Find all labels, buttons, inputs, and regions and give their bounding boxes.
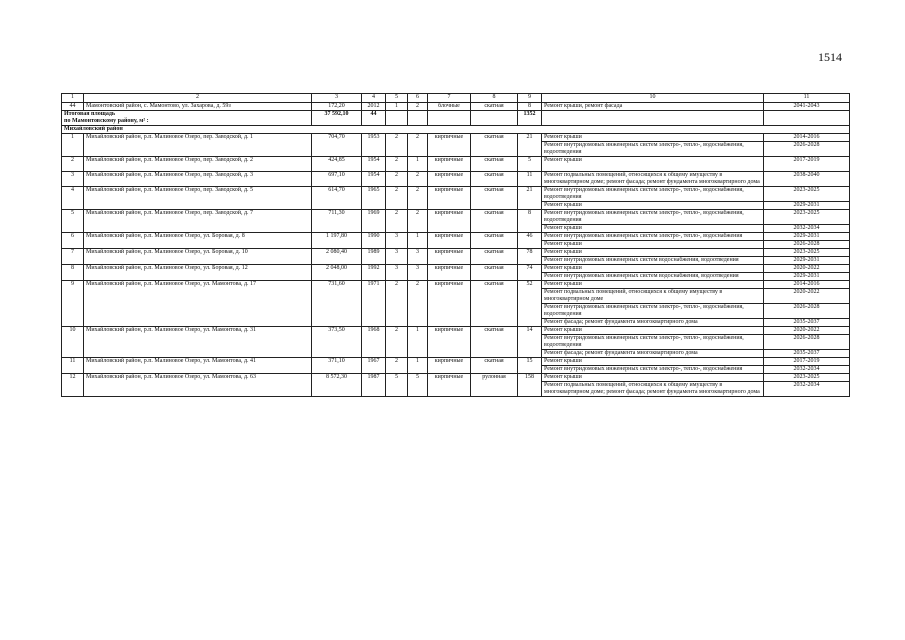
col5: 2 [386, 210, 408, 233]
works: Ремонт крыши [542, 358, 764, 366]
col9: 14 [518, 327, 542, 358]
works: Ремонт внутридомовых инженерных систем электро-, тепло-, водоснабжения, водоотведения [542, 210, 764, 225]
col9: 158 [518, 374, 542, 397]
period: 2023-2025 [764, 210, 850, 225]
col6: 2 [408, 172, 428, 187]
period: 2017-2019 [764, 157, 850, 172]
col6: 1 [408, 358, 428, 374]
year: 1990 [362, 233, 386, 249]
col9: 21 [518, 134, 542, 157]
col5: 1 [386, 103, 408, 111]
year: 1992 [362, 265, 386, 281]
works: Ремонт внутридомовых инженерных систем водоснабжения, водоотведения [542, 273, 764, 281]
period: 2029-2031 [764, 233, 850, 241]
page-number: 1514 [818, 50, 842, 64]
walls: кирпичные [428, 374, 471, 397]
works: Ремонт крыши [542, 265, 764, 273]
column-numbers-row [62, 94, 850, 103]
walls: кирпичные [428, 281, 471, 327]
area: 1 197,80 [312, 233, 362, 249]
works: Ремонт крыши [542, 327, 764, 335]
area: 731,60 [312, 281, 362, 327]
col5: 5 [386, 374, 408, 397]
year: 1953 [362, 134, 386, 157]
col5: 2 [386, 172, 408, 187]
table-row [62, 281, 850, 289]
period: 2023-2025 [764, 187, 850, 202]
row-number: 6 [62, 233, 84, 249]
address: Михайловский район, р.п. Малиновое Озеро, ул. Боровая, д. 8 [84, 233, 312, 249]
register-table [61, 93, 850, 397]
walls: кирпичные [428, 358, 471, 374]
table-row [62, 172, 850, 187]
col9: 15 [518, 358, 542, 374]
total-count: 44 [362, 111, 386, 126]
column-number: 11 [764, 94, 850, 103]
table-row [62, 249, 850, 257]
address: Мамонтовский район, с. Мамонтово, ул. Захарова, д. 59з [84, 103, 312, 111]
area: 2 080,40 [312, 249, 362, 265]
roof: скатная [471, 172, 518, 187]
period: 2026-2028 [764, 304, 850, 319]
walls: кирпичные [428, 265, 471, 281]
period: 2026-2028 [764, 241, 850, 249]
col9: 8 [518, 103, 542, 111]
period: 2032-2034 [764, 382, 850, 397]
address: Михайловский район, р.п. Малиновое Озеро, пер. Заводской, д. 3 [84, 172, 312, 187]
year: 1967 [362, 358, 386, 374]
total-label-line1: Итоговая площадь [64, 111, 116, 117]
roof: скатная [471, 187, 518, 210]
address: Михайловский район, р.п. Малиновое Озеро, ул. Мамонтова, д. 41 [84, 358, 312, 374]
row-number: 4 [62, 187, 84, 210]
total-area: 37 592,10 [312, 111, 362, 126]
walls: кирпичные [428, 134, 471, 157]
walls: кирпичные [428, 327, 471, 358]
col6: 2 [408, 134, 428, 157]
works: Ремонт крыши [542, 225, 764, 233]
total-row [62, 111, 850, 126]
column-number: 10 [542, 94, 764, 103]
district-heading: Михайловский район [62, 126, 850, 134]
period: 2041-2043 [764, 103, 850, 111]
walls: кирпичные [428, 233, 471, 249]
col5: 2 [386, 157, 408, 172]
col6: 1 [408, 327, 428, 358]
roof: скатная [471, 233, 518, 249]
col9: 46 [518, 233, 542, 249]
walls: кирпичные [428, 172, 471, 187]
area: 697,10 [312, 172, 362, 187]
address: Михайловский район, р.п. Малиновое Озеро, пер. Заводской, д. 2 [84, 157, 312, 172]
col9: 8 [518, 210, 542, 233]
roof: скатная [471, 327, 518, 358]
area: 711,30 [312, 210, 362, 233]
period: 2032-2034 [764, 366, 850, 374]
period: 2026-2028 [764, 335, 850, 350]
row-number: 3 [62, 172, 84, 187]
address: Михайловский район, р.п. Малиновое Озеро, ул. Мамонтова, д. 17 [84, 281, 312, 327]
works: Ремонт внутридомовых инженерных систем электро-, тепло-, водоснабжения, водоотведения [542, 142, 764, 157]
col9: 52 [518, 281, 542, 327]
works: Ремонт крыши [542, 241, 764, 249]
col6: 5 [408, 374, 428, 397]
table-row [62, 374, 850, 382]
roof: скатная [471, 249, 518, 265]
roof: скатная [471, 157, 518, 172]
year: 1969 [362, 210, 386, 233]
row-number: 11 [62, 358, 84, 374]
roof: скатная [471, 210, 518, 233]
table-row [62, 358, 850, 366]
col5: 2 [386, 281, 408, 327]
table-body [62, 94, 850, 397]
total-col9: 1352 [518, 111, 542, 126]
works: Ремонт внутридомовых инженерных систем электро-, тепло-, водоснабжения, водоотведения [542, 335, 764, 350]
row-number: 2 [62, 157, 84, 172]
works: Ремонт крыши [542, 249, 764, 257]
period: 2020-2022 [764, 327, 850, 335]
works: Ремонт внутридомовых инженерных систем электро-, тепло-, водоснабжения [542, 366, 764, 374]
address: Михайловский район, р.п. Малиновое Озеро, пер. Заводской, д. 5 [84, 187, 312, 210]
col5: 2 [386, 327, 408, 358]
table-row [62, 233, 850, 241]
table-row [62, 187, 850, 202]
works: Ремонт внутридомовых инженерных систем электро-, тепло-, водоснабжения, водоотведения [542, 304, 764, 319]
works: Ремонт крыши [542, 374, 764, 382]
period: 2035-2037 [764, 319, 850, 327]
column-number: 1 [62, 94, 84, 103]
roof: скатная [471, 358, 518, 374]
col9: 21 [518, 187, 542, 210]
works: Ремонт подвальных помещений, относящихся к общему имуществу в многоквартирном доме [542, 289, 764, 304]
works: Ремонт подвальных помещений, относящихся к общему имуществу в многоквартирном доме; ремонт фасада; ремонт фундамента многоквартирного дома [542, 382, 764, 397]
table-row [62, 327, 850, 335]
col6: 2 [408, 187, 428, 210]
walls: блочные [428, 103, 471, 111]
period: 2026-2028 [764, 142, 850, 157]
works: Ремонт крыши [542, 157, 764, 172]
period: 2023-2025 [764, 374, 850, 382]
row-number: 8 [62, 265, 84, 281]
period: 2020-2022 [764, 265, 850, 273]
year: 1971 [362, 281, 386, 327]
row-number: 44 [62, 103, 84, 111]
works: Ремонт внутридомовых инженерных систем водоснабжения, водоотведения [542, 257, 764, 265]
year: 1954 [362, 157, 386, 172]
roof: рулонная [471, 374, 518, 397]
row-number: 5 [62, 210, 84, 233]
period: 2020-2022 [764, 289, 850, 304]
table-row [62, 134, 850, 142]
column-number: 3 [312, 94, 362, 103]
year: 1987 [362, 374, 386, 397]
table-row [62, 157, 850, 172]
works: Ремонт внутридомовых инженерных систем электро-, тепло-, водоснабжения [542, 233, 764, 241]
col6: 3 [408, 249, 428, 265]
works: Ремонт фасада; ремонт фундамента многоквартирного дома [542, 319, 764, 327]
period: 2014-2016 [764, 281, 850, 289]
table-row [62, 265, 850, 273]
roof: скатная [471, 103, 518, 111]
year: 1954 [362, 172, 386, 187]
area: 373,50 [312, 327, 362, 358]
address: Михайловский район, р.п. Малиновое Озеро, пер. Заводской, д. 7 [84, 210, 312, 233]
col5: 2 [386, 358, 408, 374]
col5: 2 [386, 134, 408, 157]
col6: 2 [408, 281, 428, 327]
works: Ремонт крыши [542, 134, 764, 142]
year: 1989 [362, 249, 386, 265]
total-label-line2: по Мамонтовскому району, м² : [64, 118, 149, 124]
address: Михайловский район, р.п. Малиновое Озеро, пер. Заводской, д. 1 [84, 134, 312, 157]
area: 614,70 [312, 187, 362, 210]
roof: скатная [471, 134, 518, 157]
walls: кирпичные [428, 157, 471, 172]
column-number: 5 [386, 94, 408, 103]
column-number: 9 [518, 94, 542, 103]
year: 2012 [362, 103, 386, 111]
area: 704,70 [312, 134, 362, 157]
area: 2 048,00 [312, 265, 362, 281]
period: 2023-2025 [764, 249, 850, 257]
col9: 11 [518, 172, 542, 187]
works: Ремонт крыши, ремонт фасада [542, 103, 764, 111]
year: 1968 [362, 327, 386, 358]
works: Ремонт крыши [542, 202, 764, 210]
period: 2038-2040 [764, 172, 850, 187]
district-heading-row [62, 126, 850, 134]
col6: 1 [408, 157, 428, 172]
period: 2029-2031 [764, 202, 850, 210]
col6: 3 [408, 265, 428, 281]
column-number: 7 [428, 94, 471, 103]
col6: 2 [408, 210, 428, 233]
address: Михайловский район, р.п. Малиновое Озеро, ул. Мамонтова, д. 63 [84, 374, 312, 397]
col5: 3 [386, 249, 408, 265]
roof: скатная [471, 281, 518, 327]
area: 8 572,30 [312, 374, 362, 397]
column-number: 8 [471, 94, 518, 103]
period: 2014-2016 [764, 134, 850, 142]
walls: кирпичные [428, 249, 471, 265]
total-label [62, 111, 312, 126]
col5: 3 [386, 233, 408, 249]
walls: кирпичные [428, 210, 471, 233]
col6: 1 [408, 233, 428, 249]
col6: 2 [408, 103, 428, 111]
roof: скатная [471, 265, 518, 281]
col5: 2 [386, 187, 408, 210]
works: Ремонт фасада; ремонт фундамента многоквартирного дома [542, 350, 764, 358]
address: Михайловский район, р.п. Малиновое Озеро, ул. Мамонтова, д. 31 [84, 327, 312, 358]
area: 371,10 [312, 358, 362, 374]
col9: 5 [518, 157, 542, 172]
col9: 78 [518, 249, 542, 265]
works: Ремонт внутридомовых инженерных систем электро-, тепло-, водоснабжения, водоотведения [542, 187, 764, 202]
area: 172,20 [312, 103, 362, 111]
period: 2032-2034 [764, 225, 850, 233]
col5: 3 [386, 265, 408, 281]
column-number: 2 [84, 94, 312, 103]
period: 2035-2037 [764, 350, 850, 358]
row-number: 10 [62, 327, 84, 358]
table-row [62, 210, 850, 225]
col9: 74 [518, 265, 542, 281]
address: Михайловский район, р.п. Малиновое Озеро, ул. Боровая, д. 10 [84, 249, 312, 265]
row-number: 9 [62, 281, 84, 327]
works: Ремонт крыши [542, 281, 764, 289]
column-number: 4 [362, 94, 386, 103]
year: 1965 [362, 187, 386, 210]
period: 2029-2031 [764, 257, 850, 265]
works: Ремонт подвальных помещений, относящихся к общему имуществу в многоквартирном доме; ремонт фасада; ремонт фундамента многоквартирного дома [542, 172, 764, 187]
period: 2029-2031 [764, 273, 850, 281]
row-number: 1 [62, 134, 84, 157]
area: 424,85 [312, 157, 362, 172]
address: Михайловский район, р.п. Малиновое Озеро, ул. Боровая, д. 12 [84, 265, 312, 281]
row-number: 7 [62, 249, 84, 265]
walls: кирпичные [428, 187, 471, 210]
period: 2017-2019 [764, 358, 850, 366]
table-row [62, 103, 850, 111]
row-number: 12 [62, 374, 84, 397]
column-number: 6 [408, 94, 428, 103]
